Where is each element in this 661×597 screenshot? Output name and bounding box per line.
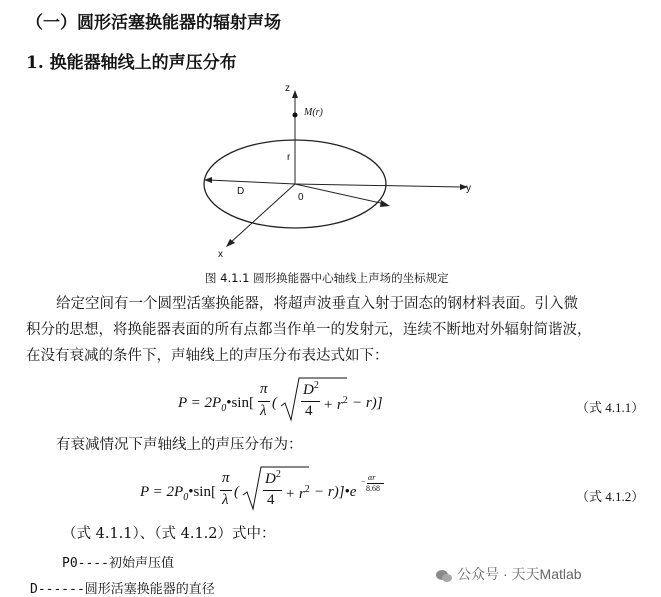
eq1-frac-bar xyxy=(258,401,270,402)
watermark-text: 公众号 · 天天Matlab xyxy=(457,566,582,582)
def-p0: P0----初始声压值 xyxy=(62,556,174,571)
d-label: D xyxy=(237,186,245,197)
watermark xyxy=(436,564,582,584)
eq1-four: 4 xyxy=(305,403,313,419)
eq1-lhs: $P = 2P_0•\sin$[ xyxy=(178,395,254,414)
eq2-paren: ( xyxy=(234,484,239,500)
eq2-label: （式 4.1.2） xyxy=(576,489,645,504)
paragraph-line-1: 给定空间有一个圆型活塞换能器，将超声波垂直入射于固态的钢材料表面。引入微 xyxy=(56,296,578,312)
paragraph-line-3: 在没有衰减的条件下，声轴线上的声压分布表达式如下： xyxy=(26,348,389,364)
eq2-d-bar xyxy=(263,490,282,491)
eq2-exp-num: αr xyxy=(368,473,376,482)
eq2-four: 4 xyxy=(267,492,275,508)
eq2-lambda: λ xyxy=(222,492,229,508)
eq1-lambda: λ xyxy=(260,403,267,419)
x-axis-label: x xyxy=(218,249,223,260)
eq1-tail: − r)] xyxy=(352,395,383,411)
eq2-d: $D^2$ xyxy=(265,469,281,487)
eq1-r2: + $r^2$ xyxy=(323,395,348,413)
eq2-exp-den: 8.68 xyxy=(366,484,380,493)
figure-caption: 图 4.1.1 圆形换能器中心轴线上声场的坐标规定 xyxy=(205,271,449,285)
point-m-label: M(r) xyxy=(304,107,323,118)
diameter-line xyxy=(208,180,295,184)
origin-label: 0 xyxy=(298,192,304,203)
section-heading: （一）圆形活塞换能器的辐射声场 xyxy=(26,13,281,33)
coordinate-figure xyxy=(180,80,500,270)
eq1-pi: π xyxy=(260,381,268,397)
paragraph-2: 有衰减情况下声轴线上的声压分布为： xyxy=(56,437,303,453)
y-axis xyxy=(295,184,462,187)
defs-intro: （式 4.1.1）、（式 4.1.2）式中： xyxy=(62,526,276,542)
eq2-exp-minus: − xyxy=(361,477,366,486)
eq1-label: （式 4.1.1） xyxy=(576,400,645,415)
eq2-pi: π xyxy=(222,470,230,486)
eq2-frac-bar xyxy=(220,490,232,491)
eq2-r2: + $r^2$ xyxy=(285,484,310,502)
eq1-paren: ( xyxy=(272,395,277,411)
eq2-tail: − r)]•e xyxy=(314,484,357,500)
point-m xyxy=(293,113,298,118)
wechat-icon xyxy=(436,568,452,582)
y-axis-label: y xyxy=(466,183,471,194)
eq1-d: $D^2$ xyxy=(303,380,319,398)
paragraph-line-2: 积分的思想，将换能器表面的所有点都当作单一的发射元，连续不断地对外辐射简谐波， xyxy=(26,322,592,338)
eq2-lhs: $P = 2P_0•\sin$[ xyxy=(140,484,216,503)
eq1-d-bar xyxy=(301,401,320,402)
subsection-heading: 1. 换能器轴线上的声压分布 xyxy=(26,53,237,73)
r-label: r xyxy=(287,152,291,163)
z-axis-label: z xyxy=(285,83,290,94)
def-d: D------圆形活塞换能器的直径 xyxy=(30,582,215,597)
